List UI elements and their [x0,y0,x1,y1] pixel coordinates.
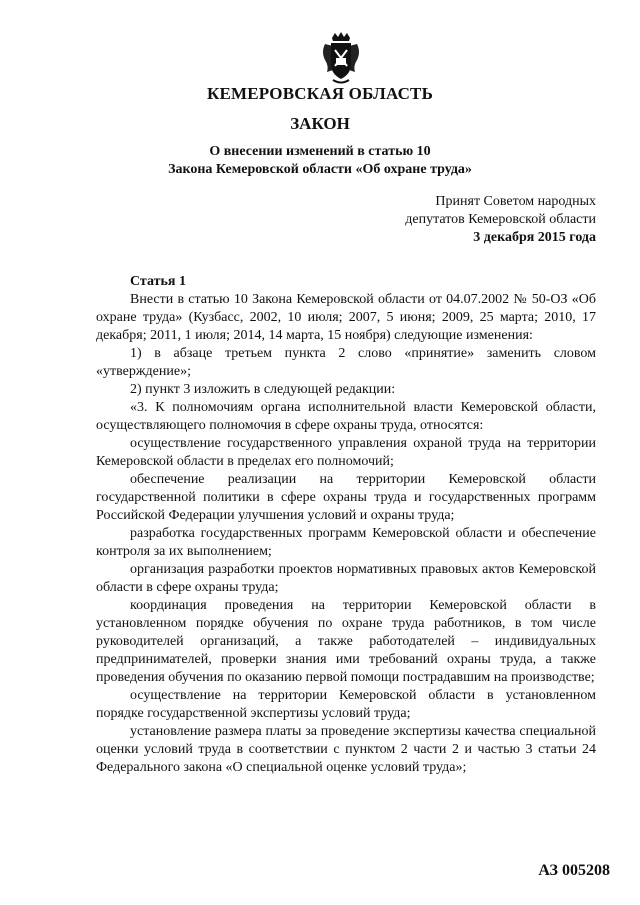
kemerovo-coat-of-arms-icon [319,30,363,86]
adoption-line-1: Принят Советом народных [435,194,596,209]
article-paragraph: осуществление государственного управления охраной труда на территории Кемеровской области в пределах его полномочий; [96,436,596,469]
article-body [96,273,596,777]
article-paragraph: организация разработки проектов нормативных правовых актов Кемеровской области в сфере охраны труда; [96,562,596,595]
region-name: КЕМЕРОВСКАЯ ОБЛАСТЬ [206,84,434,103]
article-paragraph: 2) пункт 3 изложить в следующей редакции: [130,382,396,397]
serial-number: АЗ 005208 [538,862,610,879]
article-paragraph: обеспечение реализации на территории Кемеровской области государственной политики в сфере охраны труда и государственных программ Российской Федерации улучшения условий и охраны труда; [96,472,596,523]
law-title-line-2: Закона Кемеровской области «Об охране труда» [168,162,472,177]
adoption-line-2: депутатов Кемеровской области [405,212,596,227]
article-paragraph: 1) в абзаце третьем пункта 2 слово «принятие» заменить словом «утверждение»; [96,346,596,379]
article-title: Статья 1 [130,274,186,289]
article-paragraph: Внести в статью 10 Закона Кемеровской области от 04.07.2002 № 50-ОЗ «Об охране труда» (Кузбасс, 2002, 10 июля; 2007, 5 июня; 2009, 25 марта; 2010, 17 декабря; 2011, 1 июля; 2014, 14 марта, 15 ноября) следующие изменения: [96,292,596,343]
law-title-line-1: О внесении изменений в статью 10 [209,144,431,159]
adoption-date: 3 декабря 2015 года [473,230,596,245]
article-paragraph: разработка государственных программ Кемеровской области и обеспечение контроля за их выполнением; [96,526,596,559]
article-paragraph: осуществление на территории Кемеровской области в установленном порядке государственной экспертизы условий труда; [96,688,596,721]
document-type: ЗАКОН [290,114,350,133]
law-title [0,143,640,179]
article-paragraph: координация проведения на территории Кемеровской области в установленном порядке обучения по охране труда работников, в том числе руководителей организаций, а также работодателей – индивидуальных предпринимателей, проверки знания ими требований охраны труда, а также проведения обучения по оказанию первой помощи пострадавшим на производстве; [96,598,596,685]
article-paragraph: «3. К полномочиям органа исполнительной власти Кемеровской области, осуществляющего полномочия в сфере охраны труда, относятся: [96,400,596,433]
adoption-block [336,193,596,247]
article-paragraph: установление размера платы за проведение экспертизы качества специальной оценки условий труда в соответствии с пунктом 2 части 2 и частью 3 статьи 24 Федерального закона «О специальной оценке условий труда»; [96,724,596,775]
